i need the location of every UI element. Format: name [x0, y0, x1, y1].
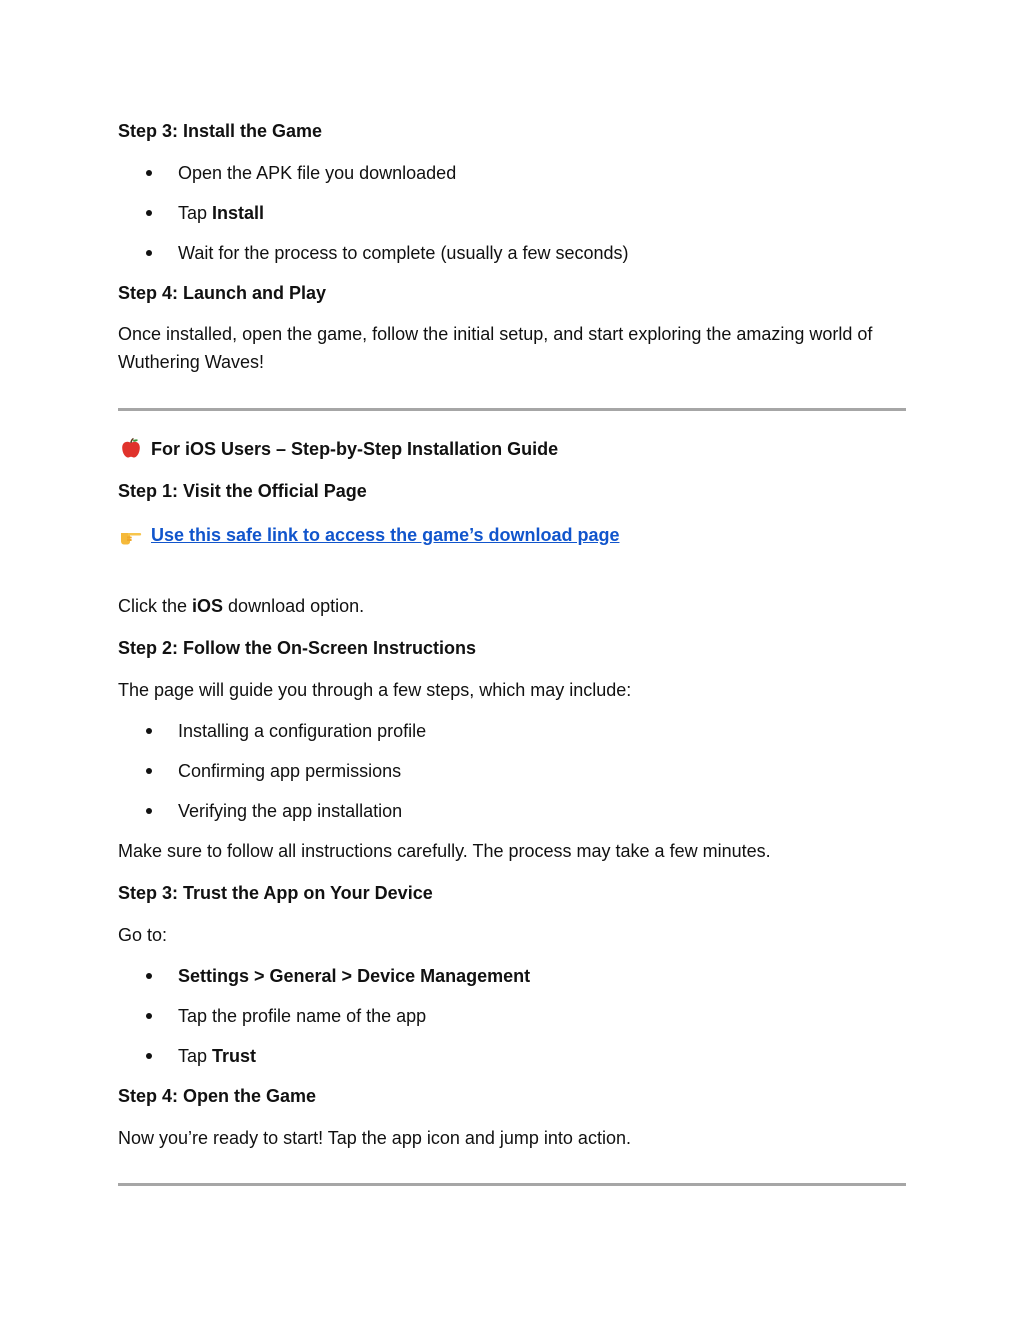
bullet-bold-text: Install	[212, 203, 265, 223]
ios-section-title: For iOS Users – Step-by-Step Installation Guide	[151, 439, 559, 459]
step4-launch-text-line1: Once installed, open the game, follow the initial setup, and start exploring the amazing world of	[118, 324, 873, 344]
bullet-icon	[146, 1013, 152, 1019]
bullet-icon	[146, 973, 152, 979]
ios-step3-heading: Step 3: Trust the App on Your Device	[118, 883, 433, 903]
bullet-text: Wait for the process to complete (usually a few seconds)	[178, 243, 629, 263]
bullet-icon	[146, 170, 152, 176]
bullet-icon	[146, 728, 152, 734]
bullet-icon	[146, 250, 152, 256]
goto-text: Go to:	[118, 925, 168, 945]
download-page-link[interactable]: Use this safe link to access the game’s download page	[151, 525, 620, 545]
bullet-text: Installing a configuration profile	[178, 721, 427, 741]
bullet-text: Verifying the app installation	[178, 801, 403, 821]
ios-step2-note: Make sure to follow all instructions carefully. The process may take a few minutes.	[118, 841, 771, 861]
bullet-text: Confirming app permissions	[178, 761, 402, 781]
bullet-text: Tap the profile name of the app	[178, 1006, 427, 1026]
step3-install-heading: Step 3: Install the Game	[118, 121, 323, 141]
ios-step1-heading: Step 1: Visit the Official Page	[118, 481, 367, 501]
ios-step4-text: Now you’re ready to start! Tap the app icon and jump into action.	[118, 1128, 631, 1148]
step4-launch-text-line2: Wuthering Waves!	[118, 352, 265, 372]
bullet-text: Tap	[178, 203, 213, 223]
bullet-icon	[146, 210, 152, 216]
bullet-icon	[146, 768, 152, 774]
horizontal-divider	[118, 408, 906, 411]
bullet-text: Tap	[178, 1046, 213, 1066]
ios-step2-heading: Step 2: Follow the On-Screen Instructions	[118, 638, 477, 658]
ios-step2-intro: The page will guide you through a few steps, which may include:	[118, 680, 632, 700]
bullet-icon	[146, 808, 152, 814]
trust-bold-text: Trust	[212, 1046, 257, 1066]
horizontal-divider	[118, 1183, 906, 1186]
apple-icon	[120, 437, 142, 459]
click-ios-option-text: Click the iOS download option.	[118, 596, 365, 616]
ios-step4-heading: Step 4: Open the Game	[118, 1086, 317, 1106]
step4-launch-heading: Step 4: Launch and Play	[118, 283, 327, 303]
settings-path-text: Settings > General > Device Management	[178, 966, 531, 986]
bullet-icon	[146, 1053, 152, 1059]
bullet-text: Open the APK file you downloaded	[178, 163, 457, 183]
pointing-hand-icon	[119, 524, 143, 546]
ios-bold-text: iOS	[192, 596, 224, 616]
